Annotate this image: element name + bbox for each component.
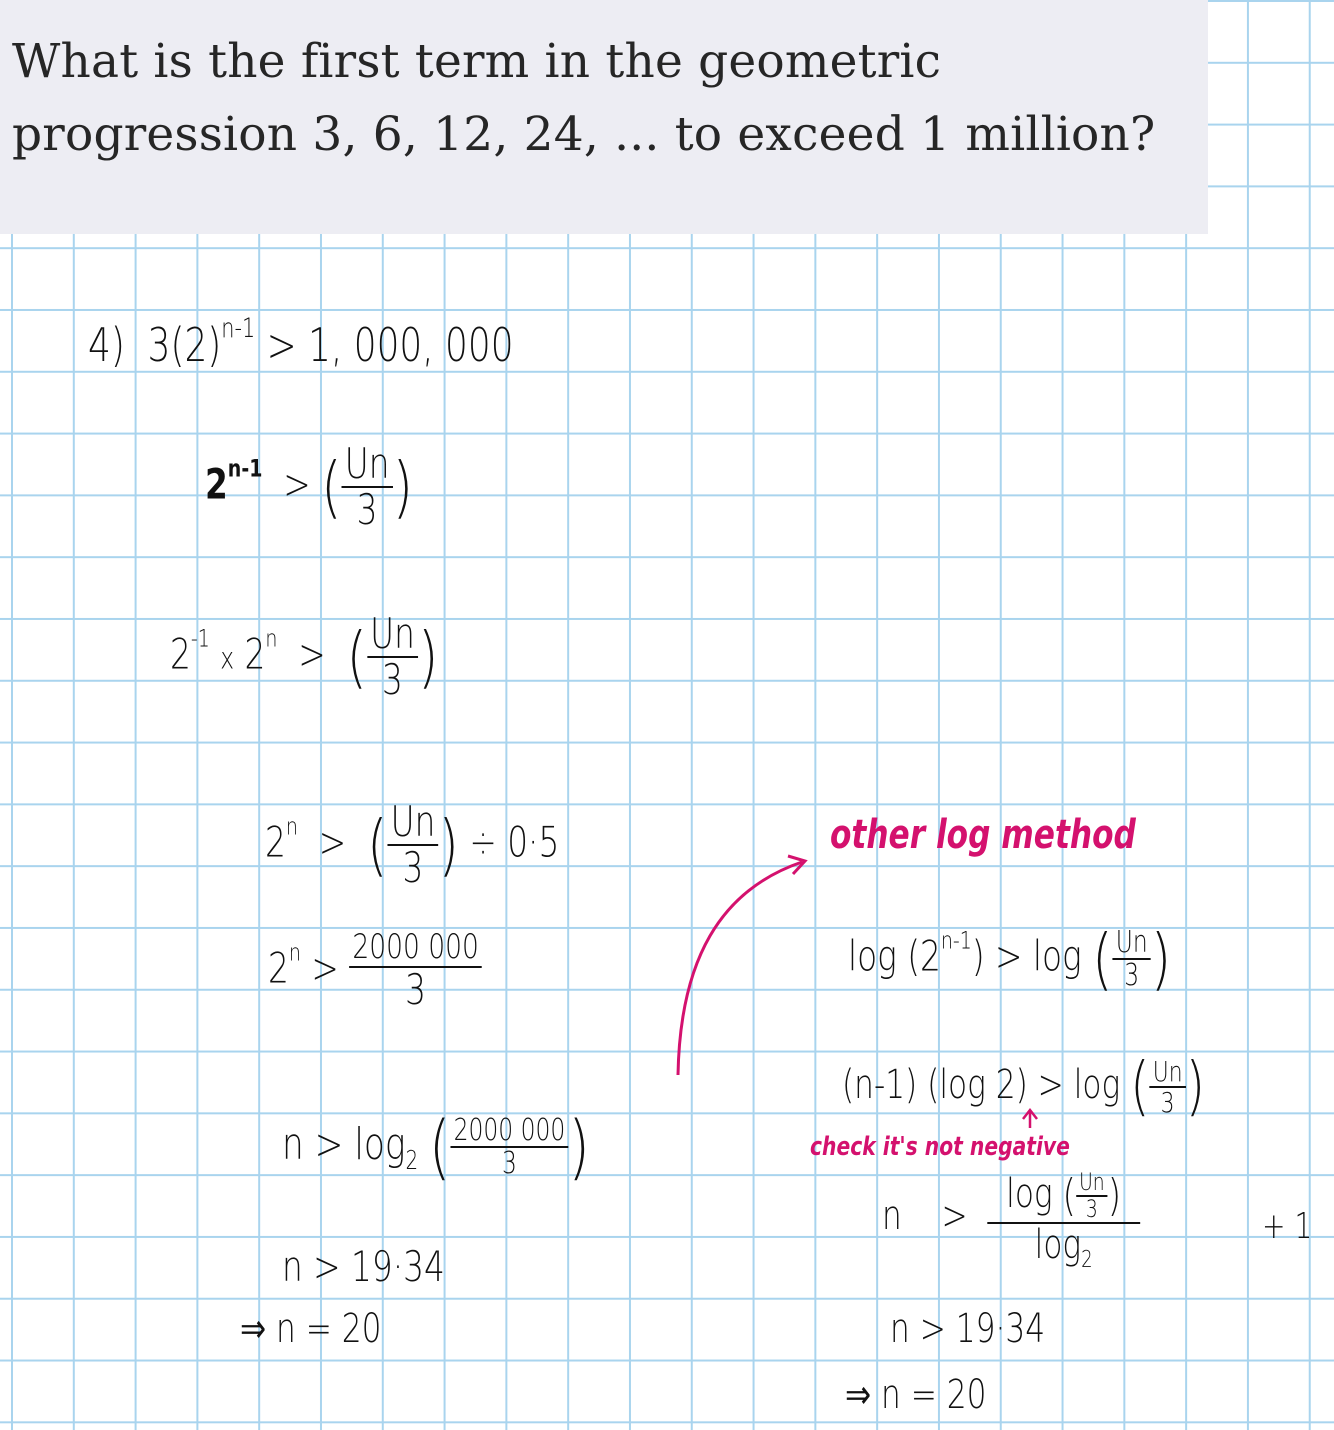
step-4-exponent: n (285, 811, 298, 841)
right-step-2-denominator: 3 (1160, 1086, 1175, 1119)
question-line-1: What is the first term in the geometric (12, 34, 942, 89)
right-step-1-fraction (1113, 924, 1151, 993)
step-6-lhs: n > log (282, 1119, 406, 1170)
right-step-3-inner-fraction (1076, 1170, 1108, 1222)
step-5-gt: > (311, 943, 339, 993)
step-4-numerator: Un (387, 800, 438, 846)
right-step-3-numerator: log ( $\frac{Un}{3}$ ) (987, 1170, 1139, 1224)
step-4-base: 2 (265, 817, 286, 867)
step-5-base: 2 (268, 943, 289, 993)
right-step-3-denominator (1034, 1222, 1093, 1274)
right-step-3-fraction (987, 1168, 1139, 1274)
step-8-answer: ⇒ n = 20 (240, 1306, 382, 1352)
step-1-exponent: n-1 (221, 313, 256, 344)
question-line-2: progression 3, 6, 12, 24, ... to exceed 1 million? (12, 107, 1156, 162)
step-3-denominator: 3 (382, 655, 403, 705)
step-3-exponent-a: -1 (190, 623, 210, 653)
right-step-2-numerator: Un (1150, 1057, 1186, 1088)
step-3-base-b: 2 (244, 629, 266, 679)
step-2-base: 2 (205, 459, 228, 509)
right-step-3-gt: > (941, 1193, 968, 1240)
step-3-numerator: Un (367, 612, 418, 658)
method-heading: other log method (830, 812, 1136, 858)
step-3-base-a: 2 (170, 629, 191, 679)
step-1-base: 3(2) (147, 318, 222, 372)
right-step-5-answer: ⇒ n = 20 (845, 1372, 987, 1418)
right-step-3-n: n (882, 1193, 902, 1240)
step-2-gt: > (283, 459, 311, 509)
right-step-2: (n-1) (log 2) > log ( $\frac{Un}{3}$ ) (842, 1050, 1206, 1124)
right-step-3-numerator-log: log (1006, 1171, 1053, 1218)
right-step-3 (882, 1168, 1140, 1274)
step-6-denominator: 3 (501, 1146, 517, 1181)
step-2-denominator: 3 (356, 485, 378, 535)
right-step-3-inner-denominator: 3 (1085, 1195, 1098, 1224)
step-6: $n > \log_2$ ( $\frac{2000 000}{3}$ ) (282, 1106, 590, 1188)
check-note: check it's not negative (810, 1132, 1070, 1162)
right-step-4: n > 19·34 (890, 1306, 1046, 1352)
step-5-numerator: 2000 000 (349, 930, 482, 968)
step-2-exponent: n-1 (227, 453, 263, 483)
step-6-numerator: 2000 000 (450, 1115, 568, 1149)
step-3: $2^{-1}$ x 2$^n$ > ( $\frac{Un}{3}$ ) (170, 609, 439, 705)
step-3-times: x (220, 641, 235, 677)
right-step-1-lhs: log (2 (848, 931, 941, 981)
right-step-3-inner-numerator: Un (1076, 1170, 1108, 1197)
step-5-exponent: n (288, 937, 301, 967)
step-4: 2$^n$ > ( $\frac{Un}{3}$ ) ÷ 0·5 (265, 797, 560, 893)
right-step-2-lhs: (n-1) (log 2) > log (842, 1062, 1121, 1108)
right-step-1-exponent: n-1 (940, 925, 972, 955)
step-4-denominator: 3 (402, 843, 424, 893)
right-step-1-mid: ) > log (971, 931, 1082, 981)
step-4-gt: > (318, 817, 347, 867)
right-step-1-denominator: 3 (1124, 958, 1140, 993)
right-step-2-fraction (1150, 1054, 1186, 1119)
plus-one: + 1 (1262, 1206, 1313, 1247)
right-step-3-denominator-log: log (1034, 1222, 1082, 1269)
step-4-divide: ÷ 0·5 (469, 817, 560, 867)
step-2: 2$^{n-1}$ > ( $\frac{Un}{3}$ ) (205, 439, 414, 535)
step-3-gt: > (298, 629, 326, 679)
step-7: n > 19·34 (282, 1242, 445, 1291)
step-3-exponent-b: n (265, 623, 278, 653)
step-1-rhs: > 1, 000, 000 (266, 318, 514, 372)
step-6-log-base: 2 (405, 1145, 419, 1176)
right-step-1: $\log (2^{n-1}) > \log$ ( $\frac{Un}{3}$ ) (848, 920, 1172, 998)
right-step-3-log-base: 2 (1081, 1246, 1093, 1274)
step-5-denominator: 3 (405, 964, 427, 1014)
step-2-numerator: Un (342, 442, 393, 488)
right-step-1-numerator: Un (1113, 927, 1151, 961)
question-number: 4) (88, 318, 125, 372)
